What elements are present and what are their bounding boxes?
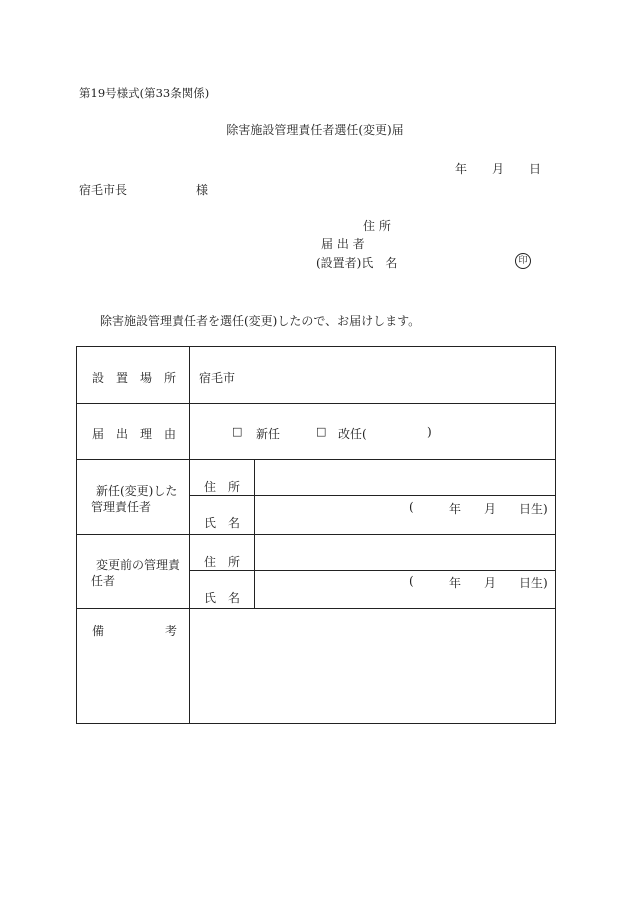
form-table bbox=[76, 346, 556, 724]
new-birth-day: 日生) bbox=[519, 502, 548, 516]
prev-birth-year: 年 bbox=[449, 576, 462, 590]
applicant-notifier-label: 届 出 者 bbox=[321, 237, 365, 251]
prev-manager-label-line2: 任者 bbox=[91, 574, 116, 588]
addressee-name: 宿毛市長 bbox=[79, 183, 128, 197]
remarks-label-first: 備 bbox=[92, 624, 105, 638]
seal-mark-icon: 印 bbox=[515, 253, 531, 269]
prev-manager-address-label: 住 所 bbox=[204, 555, 241, 569]
prev-manager-label-line1: 変更前の管理責 bbox=[96, 558, 181, 572]
statement-text: 除害施設管理責任者を選任(変更)したので、お届けします。 bbox=[100, 314, 421, 328]
remarks-label-second: 考 bbox=[165, 624, 178, 638]
document-title: 除害施設管理責任者選任(変更)届 bbox=[226, 123, 404, 137]
reason-new-checkbox[interactable]: □ bbox=[232, 425, 243, 438]
new-birth-open: ( bbox=[409, 500, 414, 514]
reason-new-label: 新任 bbox=[256, 427, 281, 441]
reason-change-close: ) bbox=[427, 425, 432, 439]
new-manager-label-line1: 新任(変更)した bbox=[96, 484, 178, 498]
addressee-honorific: 様 bbox=[196, 183, 209, 197]
reason-change-checkbox[interactable]: □ bbox=[316, 425, 327, 438]
form-number-label: 第19号様式(第33条関係) bbox=[79, 86, 210, 100]
new-manager-label-line2: 管理責任者 bbox=[91, 500, 152, 514]
prev-birth-open: ( bbox=[409, 574, 414, 588]
applicant-address-label: 住 所 bbox=[363, 219, 391, 233]
new-birth-year: 年 bbox=[449, 502, 462, 516]
location-label: 設 置 場 所 bbox=[92, 371, 177, 385]
new-manager-address-label: 住 所 bbox=[204, 480, 241, 494]
date-year-label: 年 bbox=[455, 162, 468, 176]
new-manager-name-label: 氏 名 bbox=[204, 516, 241, 530]
prev-manager-name-label: 氏 名 bbox=[204, 591, 241, 605]
new-birth-month: 月 bbox=[484, 502, 497, 516]
prev-birth-month: 月 bbox=[484, 576, 497, 590]
location-value: 宿毛市 bbox=[199, 371, 236, 385]
date-day-label: 日 bbox=[529, 162, 542, 176]
applicant-name-label: (設置者)氏 名 bbox=[316, 256, 398, 270]
date-month-label: 月 bbox=[492, 162, 505, 176]
reason-change-label: 改任( bbox=[338, 427, 367, 441]
date-row bbox=[455, 160, 545, 176]
reason-label: 届 出 理 由 bbox=[92, 427, 177, 441]
prev-birth-day: 日生) bbox=[519, 576, 548, 590]
